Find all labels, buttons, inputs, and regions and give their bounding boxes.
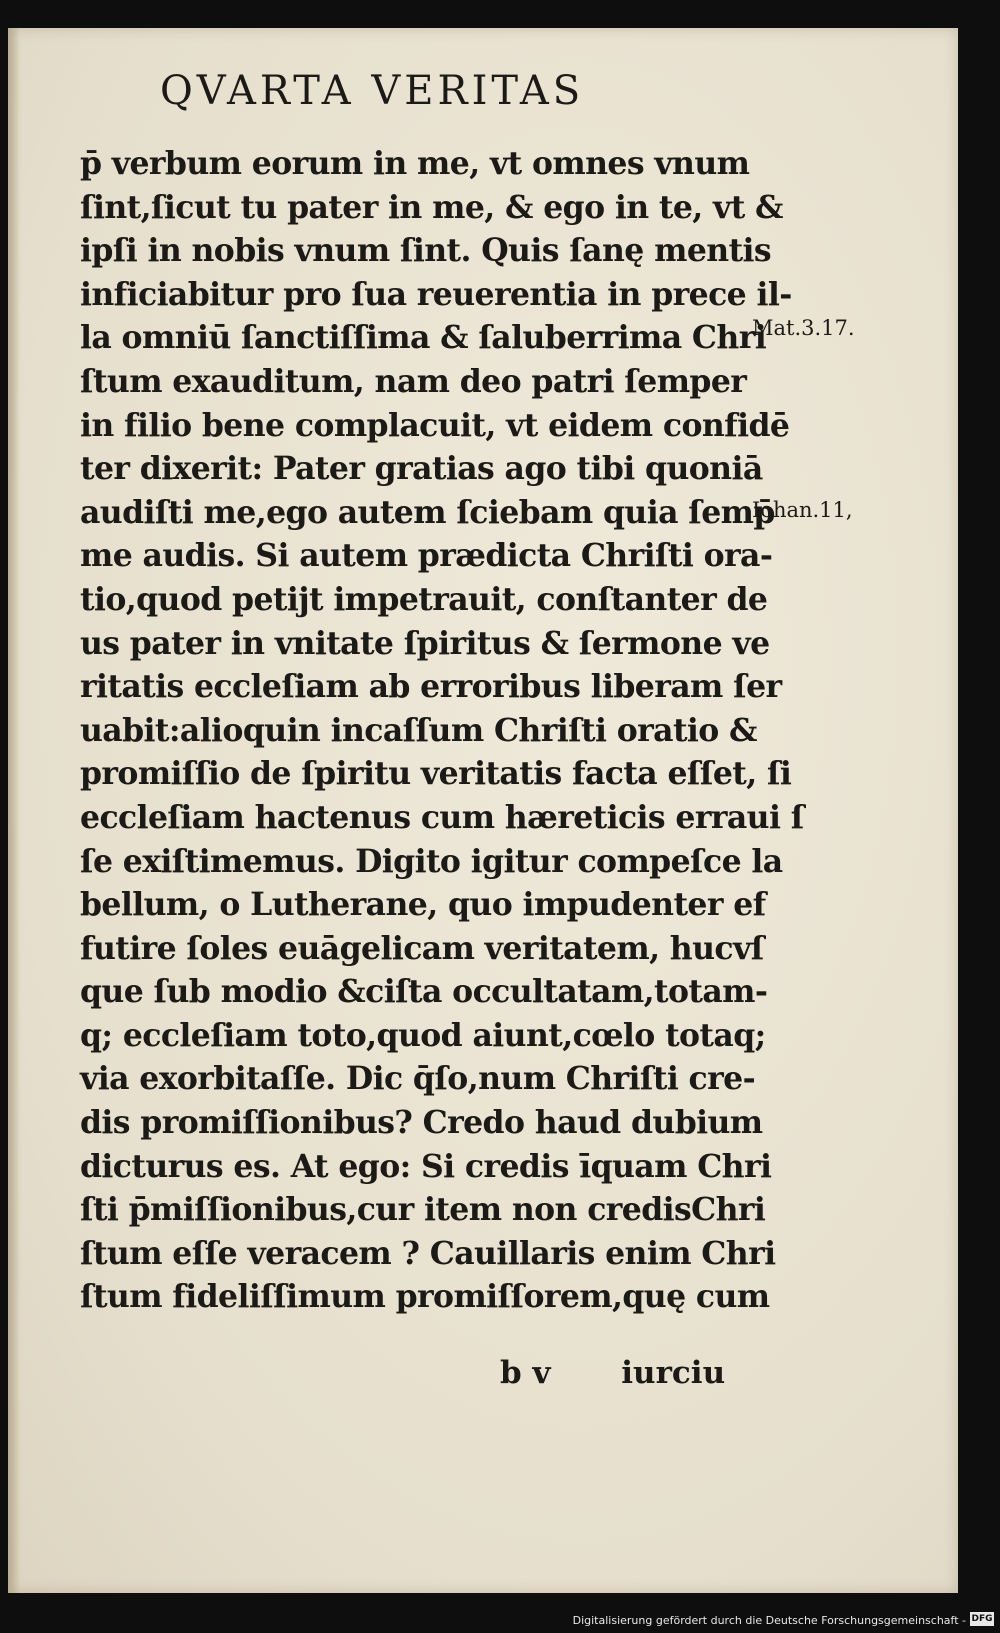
text-line: p̄ verbum eorum in me, vt omnes vnum [80, 145, 750, 182]
text-line: uabit:alioquin incaſſum Chriſti oratio & [80, 711, 757, 749]
margin-note-matthew: Mat.3.17. [752, 316, 855, 340]
text-line: ſtum eſſe veracem ? Cauillaris enim Chri [80, 1234, 776, 1272]
page-gutter-shadow [8, 28, 20, 1593]
text-line: ſti p̄miſſionibus,cur item non credisChri [80, 1191, 766, 1229]
dfg-logo: DFG [971, 1614, 993, 1624]
text-line: in filio bene complacuit, vt eidem confidē [80, 406, 790, 444]
text-line: ipſi in nobis vnum ſint. Quis ſanę mentis [80, 232, 772, 270]
text-line: ritatis eccleſiam ab erroribus liberam ſer [80, 668, 782, 706]
text-line: dis promiſſionibus? Credo haud dubium [80, 1104, 763, 1142]
text-line: ſtum exauditum, nam deo patri ſemper [80, 362, 747, 400]
text-line: bellum, o Lutherane, quo impudenter ef [80, 886, 766, 924]
margin-note-john: Iohan.11, [752, 498, 853, 522]
running-head: QVARTA VERITAS [160, 68, 585, 114]
text-line: audiſti me,ego autem ſciebam quia ſemp̄ [80, 493, 775, 531]
text-line: ſint,ſicut tu pater in me, & ego in te, vt & [80, 188, 783, 226]
text-line: la omniū ſanctiſſima & ſaluberrima Chri [80, 319, 767, 357]
text-line: eccleſiam hactenus cum hæreticis erraui ſ [80, 798, 804, 836]
text-line: via exorbitaſſe. Dic q̄ſo,num Chriſti cre- [80, 1060, 756, 1098]
signature-and-catchword [500, 1355, 725, 1391]
text-line: futire ſoles euāgelicam veritatem, hucvſ [80, 929, 764, 967]
signature-mark: b v [500, 1355, 551, 1391]
text-line: dicturus es. At ego: Si credis īquam Chri [80, 1147, 772, 1185]
text-line: promiſſio de ſpiritu veritatis facta eſſet, ſi [80, 755, 792, 793]
text-line: que ſub modio &ciſta occultatam,totam- [80, 973, 768, 1011]
text-line: me audis. Si autem prædicta Chriſti ora- [80, 537, 773, 575]
text-line: ſtum fideliſſimum promiſſorem,quę cum [80, 1278, 770, 1316]
text-line: ter dixerit: Pater gratias ago tibi quoniā [80, 450, 763, 488]
catchword: iurciu [621, 1355, 726, 1391]
text-line: ſe exiſtimemus. Digito igitur compeſce la [80, 842, 783, 880]
text-line: q; eccleſiam toto,quod aiunt,cœlo totaq; [80, 1016, 766, 1054]
text-line: us pater in vnitate ſpiritus & ſermone ve [80, 624, 770, 662]
digitization-credit: Digitalisierung gefördert durch die Deutsche Forschungsgemeinschaft - [572, 1614, 966, 1627]
text-line: tio,quod petijt impetrauit, conſtanter de [80, 580, 768, 618]
text-line: inficiabitur pro ſua reuerentia in prece il- [80, 275, 792, 313]
